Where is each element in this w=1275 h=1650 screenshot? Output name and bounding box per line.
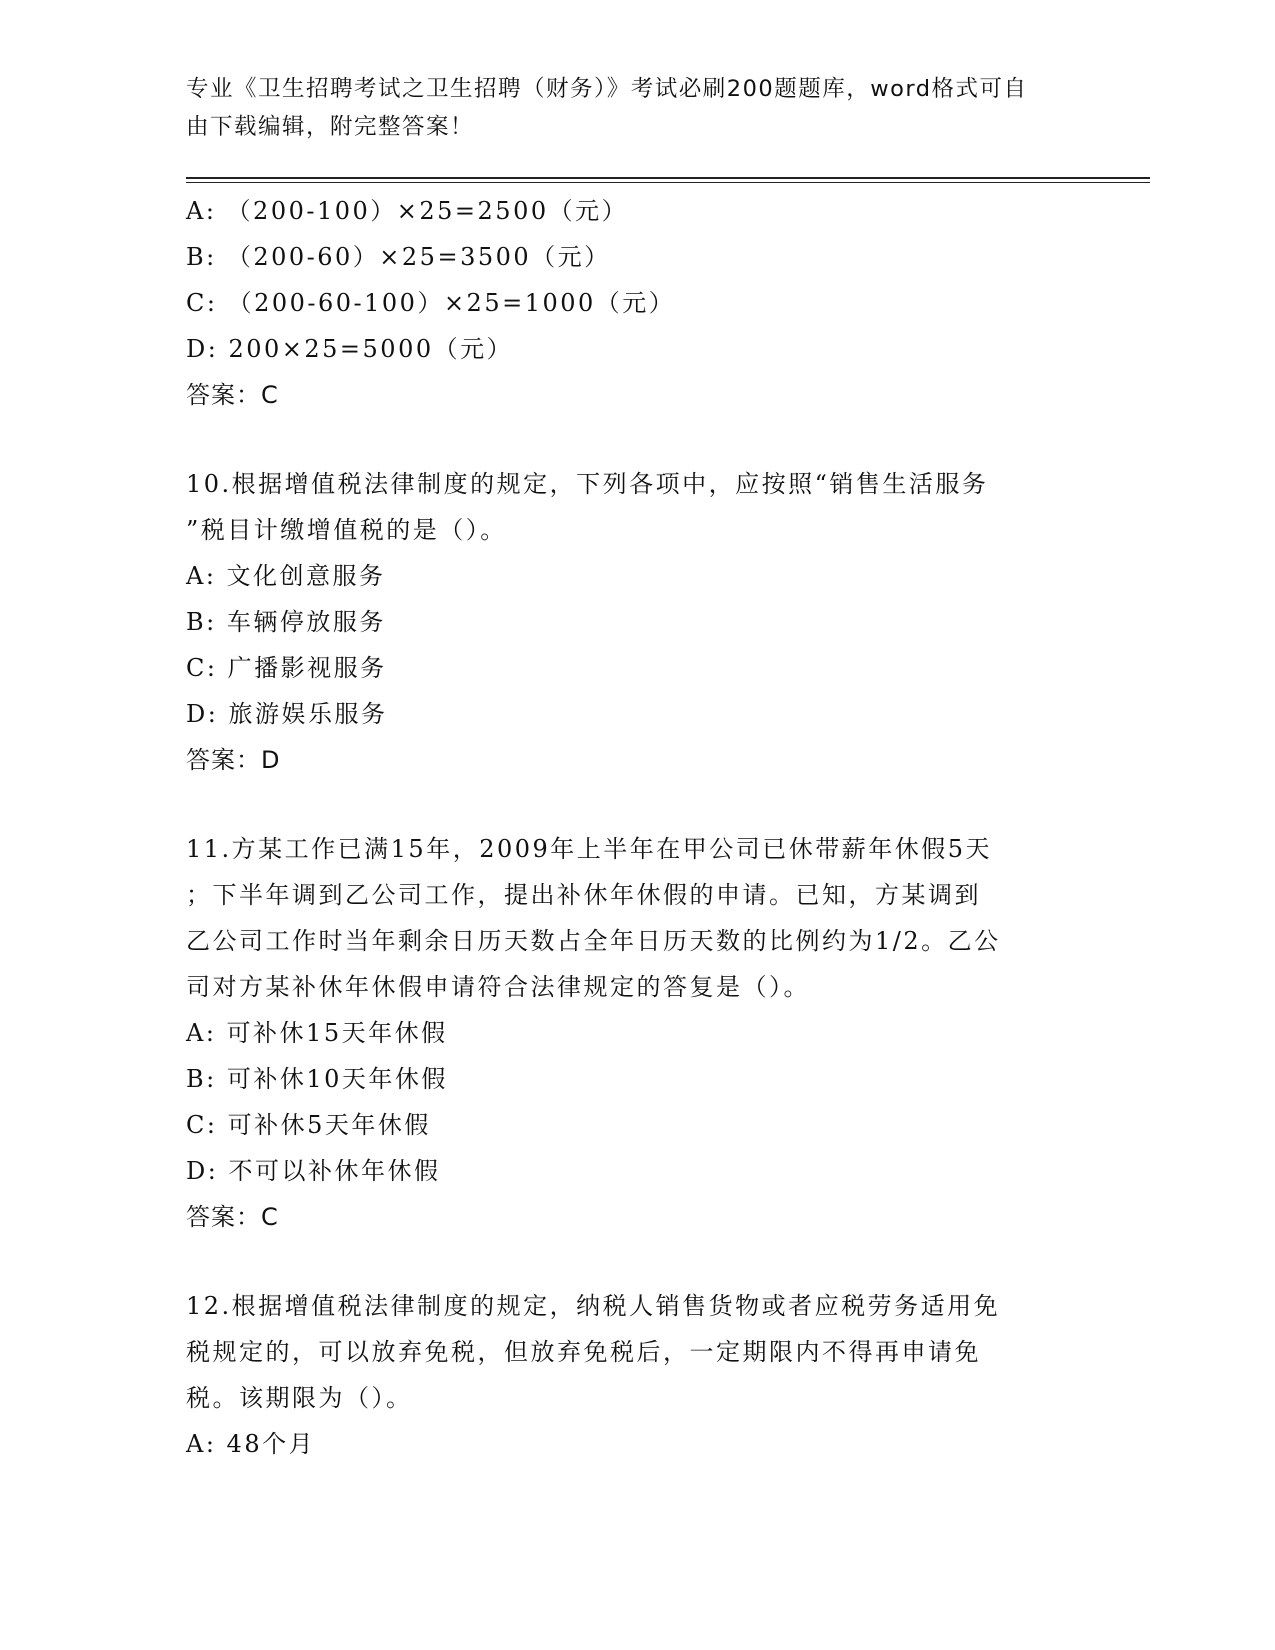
option-d: D: 200×25=5000（元） <box>186 335 514 363</box>
option-c: C: 广播影视服务 <box>186 654 387 682</box>
header-line-1: 专业《卫生招聘考试之卫生招聘（财务）》考试必刷200题题库，word格式可自 <box>186 76 1028 102</box>
document-body <box>186 188 1086 1467</box>
question-stem-line: 税规定的，可以放弃免税，但放弃免税后，一定期限内不得再申请免 <box>186 1338 981 1366</box>
question-9 <box>186 188 1086 418</box>
question-11 <box>186 826 1086 1240</box>
question-stem-line: 乙公司工作时当年剩余日历天数占全年日历天数的比例约为1/2。乙公 <box>186 927 1001 955</box>
question-stem-line: 司对方某补休年休假申请符合法律规定的答复是（）。 <box>186 973 810 1001</box>
option-d: D: 不可以补休年休假 <box>186 1157 441 1185</box>
question-stem-line: 10.根据增值税法律制度的规定，下列各项中，应按照“销售生活服务 <box>186 470 989 498</box>
option-c: C: 可补休5天年休假 <box>186 1111 431 1139</box>
header-divider-thick <box>186 177 1150 179</box>
question-stem-line: 税。该期限为（）。 <box>186 1384 413 1412</box>
question-stem-line: 12.根据增值税法律制度的规定，纳税人销售货物或者应税劳务适用免 <box>186 1292 1001 1320</box>
option-a: A: 可补休15天年休假 <box>186 1019 448 1047</box>
option-a: A: 48个月 <box>186 1430 316 1458</box>
option-c: C: （200-60-100）×25=1000（元） <box>186 289 676 317</box>
question-10 <box>186 461 1086 783</box>
option-d: D: 旅游娱乐服务 <box>186 700 388 728</box>
question-stem-line: 11.方某工作已满15年，2009年上半年在甲公司已休带薪年休假5天 <box>186 835 993 863</box>
option-a: A: 文化创意服务 <box>186 562 386 590</box>
option-b: B: 可补休10天年休假 <box>186 1065 448 1093</box>
header-divider-thin <box>186 182 1150 183</box>
option-b: B: 车辆停放服务 <box>186 608 386 636</box>
question-12 <box>186 1283 1086 1467</box>
answer: 答案：C <box>186 1203 279 1231</box>
answer: 答案：D <box>186 746 281 774</box>
option-a: A: （200-100）×25=2500（元） <box>186 197 629 225</box>
header-line-2: 由下载编辑，附完整答案！ <box>186 114 475 140</box>
option-b: B: （200-60）×25=3500（元） <box>186 243 611 271</box>
document-header <box>186 70 1066 146</box>
question-stem-line: ”税目计缴增值税的是（）。 <box>186 516 507 544</box>
answer: 答案：C <box>186 381 279 409</box>
question-stem-line: ；下半年调到乙公司工作，提出补休年休假的申请。已知，方某调到 <box>186 881 981 909</box>
